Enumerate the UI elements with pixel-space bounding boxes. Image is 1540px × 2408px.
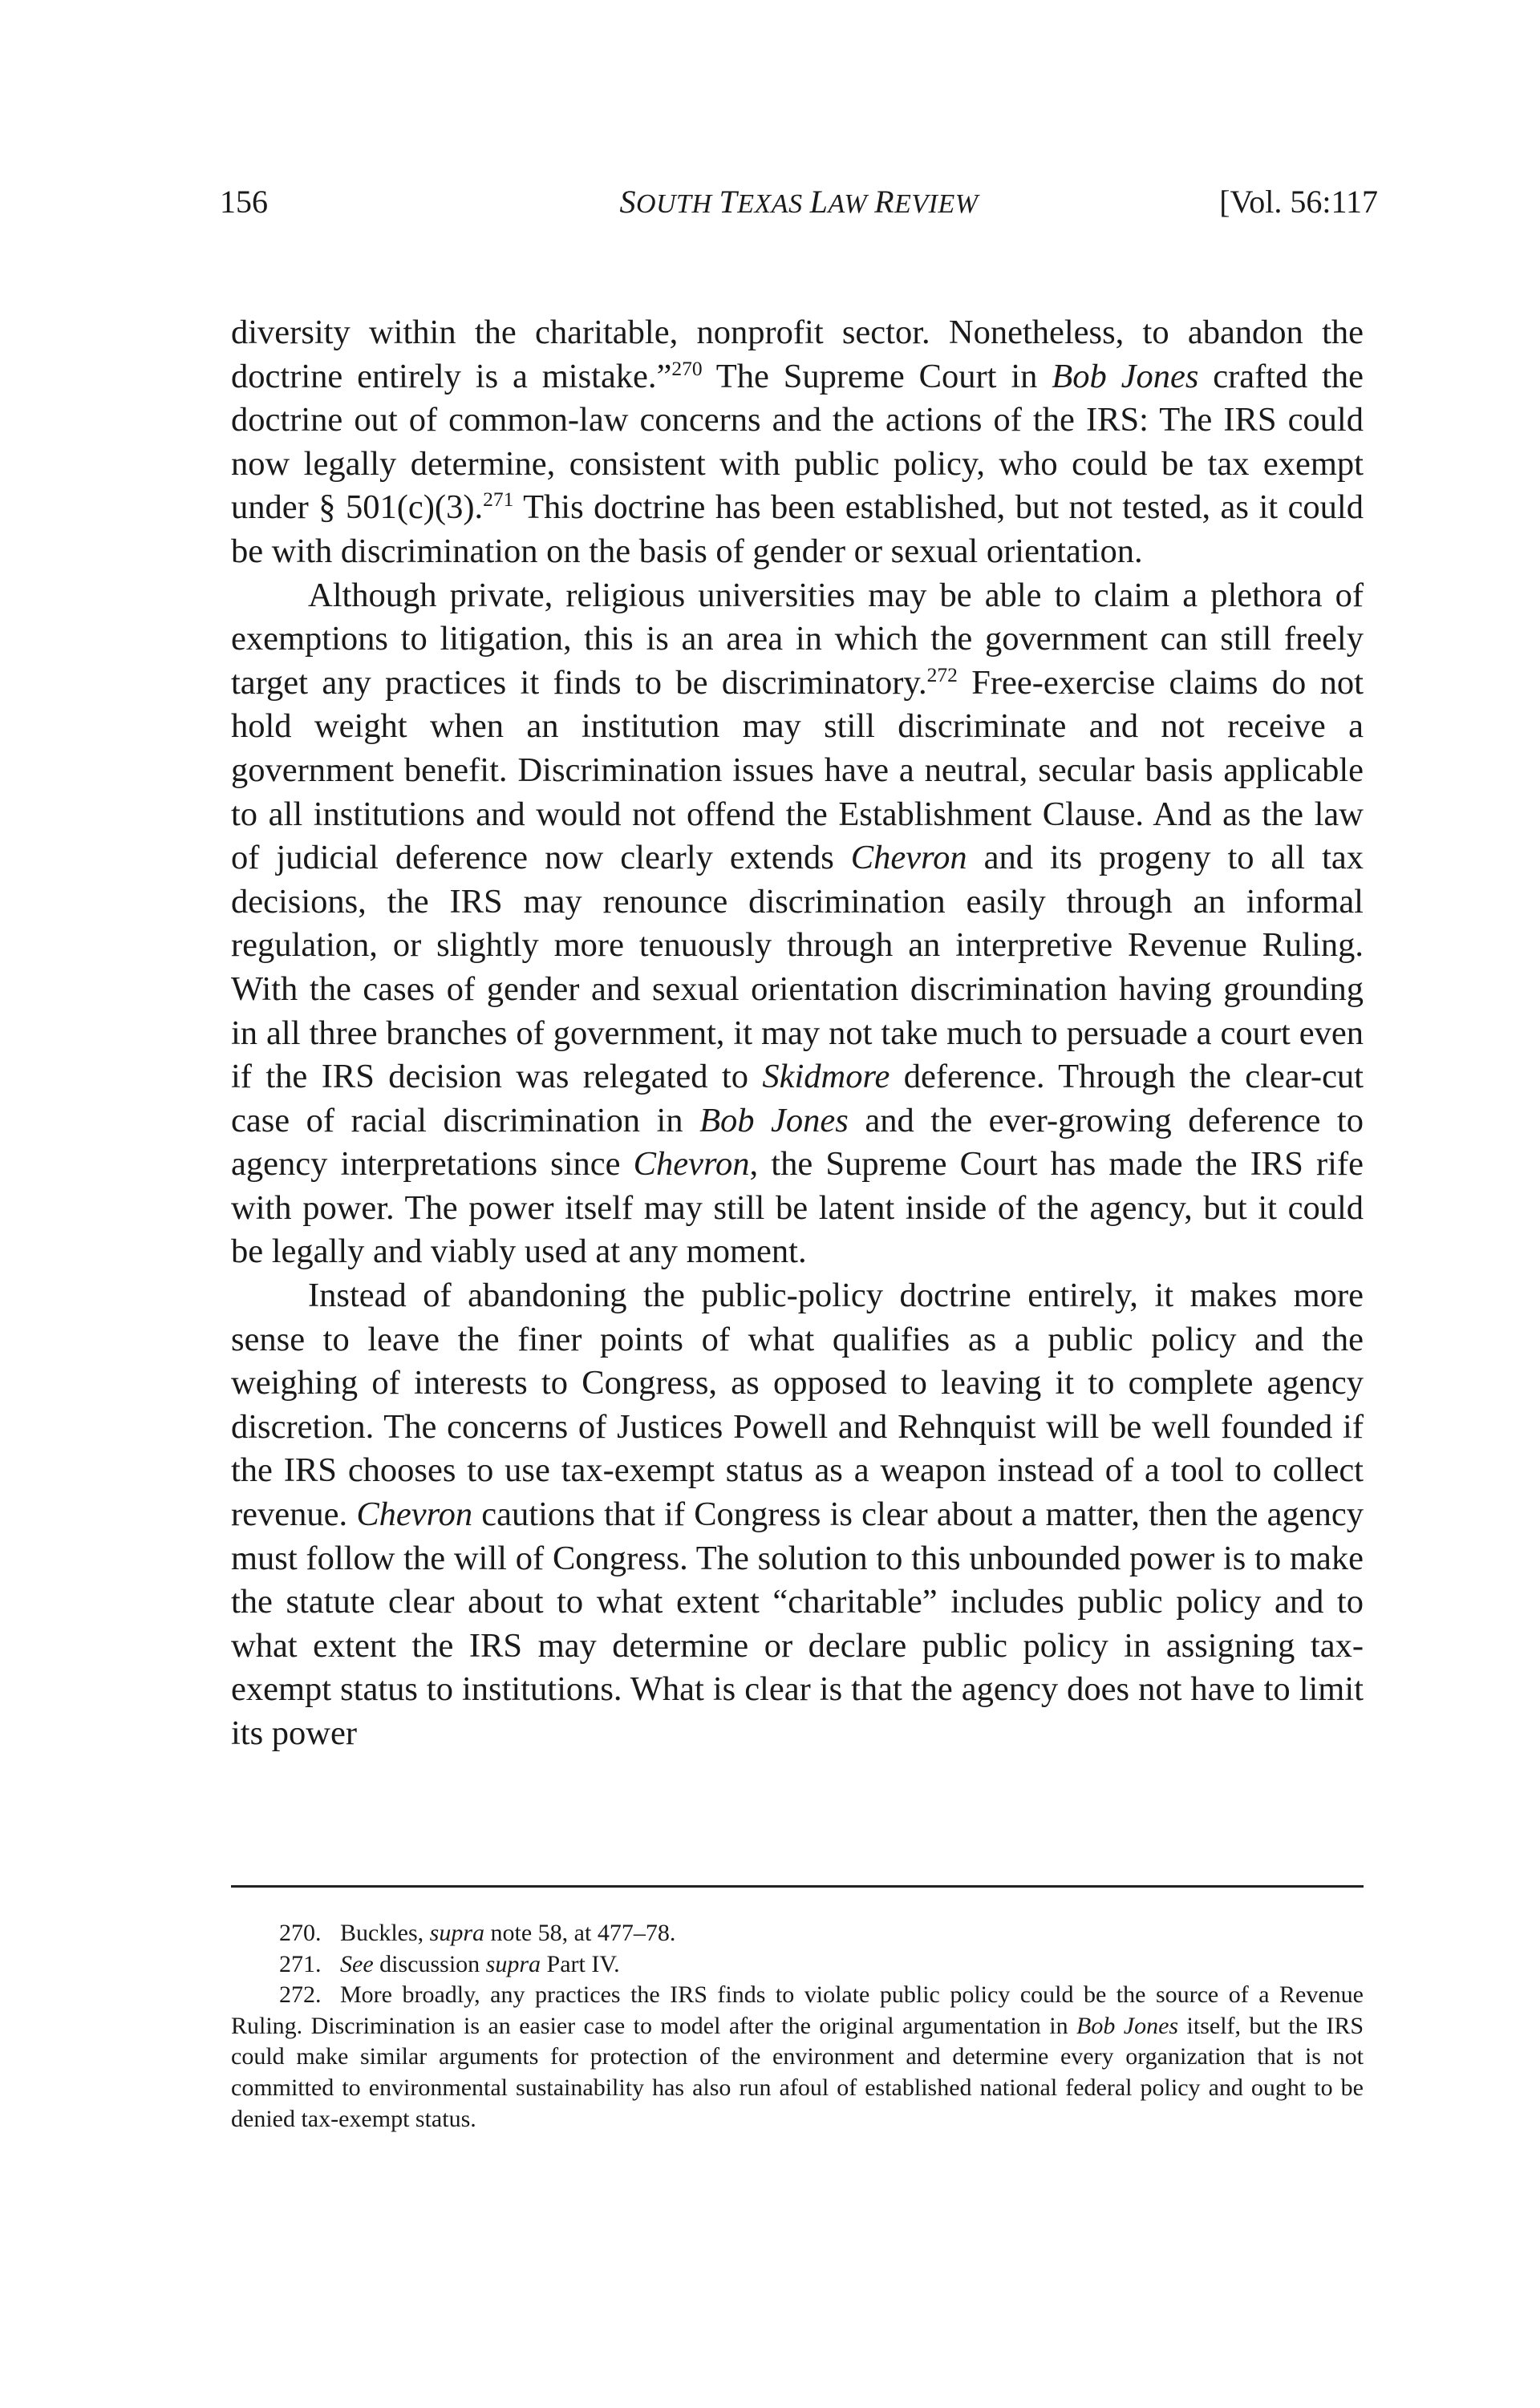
journal-title: SOUTH TEXAS LAW REVIEW [619,184,979,220]
case-name: Chevron [850,839,967,877]
footnote-number: 272. [279,1981,322,2009]
paragraph-2: Although private, religious universities may be able to claim a plethora of exemptions to litigation, this is an area in which the government can still freely target any practices it finds to be discriminatory.$^{272}$ Free-exercise claims do not hold weight when an institution may still discriminate and not receive a government benefit. Discrimination issues have a neutral, secular basis applicable to all institutions and would not offend the Establishment Clause. And as the law of judicial deference now clearly extends Chevron and its progeny to all tax decisions, the IRS may renounce discrimination easily through an informal regulation, or slightly more tenuously through an interpretive Revenue Ruling. With the cases of gender and sexual orientation discrimination having grounding in all three branches of government, it may not take much to persuade a court even if the IRS decision was relegated to Skidmore deference. Through the clear-cut case of racial discrimination in Bob Jones and the ever-growing deference to agency interpretations since Chevron, the Supreme Court has made the IRS rife with power. The power itself may still be latent inside of the agency, but it could be legally and viably used at any moment. [231,576,1364,1271]
running-header [220,178,1378,226]
footnote-271: 271. See discussion supra Part IV. [231,1949,1364,1981]
footnote-270: 270. Buckles, supra note 58, at 477–78. [231,1918,1364,1949]
volume-citation: [Vol. 56:117 [1219,184,1378,220]
body-text [231,311,1364,1756]
case-name: Chevron [356,1495,473,1534]
case-name: Bob Jones [1052,357,1199,395]
page-number: 156 [220,184,268,220]
paragraph-3: Instead of abandoning the public-policy doctrine entirely, it makes more sense to leave the finer points of what qualifies as a public policy and the weighing of interests to Congress, as opposed to leaving it to complete agency discretion. The concerns of Justices Powell and Rehnquist will be well founded if the IRS chooses to use tax-exempt status as a weapon instead of a tool to collect revenue. Chevron cautions that if Congress is clear about a matter, then the agency must follow the will of Congress. The solution to this unbounded power is to make the statute clear about to what extent “charitable” includes public policy and to what extent the IRS may determine or declare public policy in assigning tax-exempt status to institutions. What is clear is that the agency does not have to limit its power [231,1277,1364,1752]
footnote-separator [231,1885,1364,1888]
case-name: Bob Jones [699,1101,849,1139]
case-name: Chevron [633,1145,750,1184]
paragraph-1: diversity within the charitable, nonprofit sector. Nonetheless, to abandon the doctrine entirely is a mistake.”$^{270}$ The Supreme Court in Bob Jones crafted the doctrine out of common-law concerns and the actions of the IRS: The IRS could now legally determine, consistent with public policy, who could be tax exempt under § 501(c)(3).$^{271}$ This doctrine has been established, but not tested, as it could be with discrimination on the basis of gender or sexual orientation. [231,314,1364,570]
footnote-272: 272. More broadly, any practices the IRS finds to violate public policy could be the source of a Revenue Ruling. Discrimination is an easier case to model after the original argumentation in Bob Jones itself, but the IRS could make similar arguments for protection of the environment and determine every organization that is not committed to environmental sustainability has also run afoul of established national federal policy and ought to be denied tax-exempt status. [231,1981,1364,2132]
footnote-number: 270. [279,1920,322,1946]
case-name: Skidmore [762,1058,890,1096]
footnote-ref-271[interactable]: 271 [483,488,514,512]
footnote-number: 271. [279,1950,322,1977]
footnotes [231,1918,1364,2135]
footnote-ref-272[interactable]: 272 [926,662,958,686]
footnote-ref-270[interactable]: 270 [671,356,703,380]
